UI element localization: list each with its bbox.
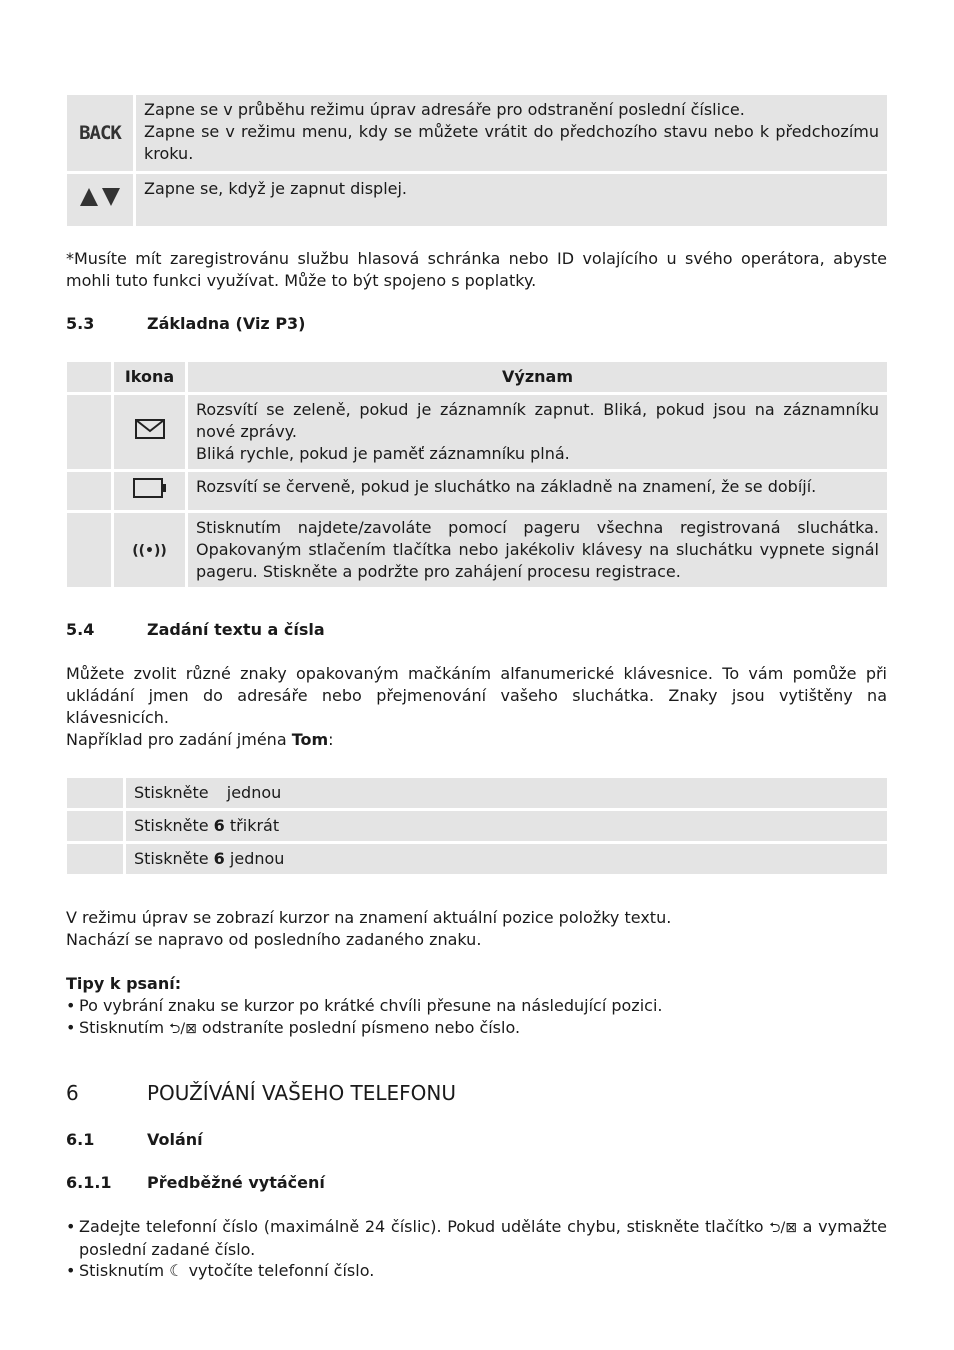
paragraph: Nachází se napravo od posledního zadaného znaku. — [66, 930, 482, 949]
table-cell: Stiskněte 6 jednou — [126, 844, 887, 874]
section-number: 5.3 — [66, 314, 95, 333]
table-cell — [67, 811, 123, 841]
envelope-icon — [114, 395, 185, 469]
table-row — [67, 844, 887, 874]
table-header-row — [67, 362, 887, 392]
back-key-icon: BACK — [67, 95, 133, 171]
call-key-icon: ☾ — [169, 1261, 184, 1280]
section-number: 5.4 — [66, 620, 95, 639]
table-row — [67, 778, 887, 808]
display-icons-table — [64, 92, 890, 229]
bullet-icon: • — [66, 1261, 76, 1280]
section-title: Předběžné vytáčení — [147, 1173, 325, 1192]
table-cell: Rozsvítí se červeně, pokud je sluchátko na základně na znamení, že se dobíjí. — [188, 472, 887, 510]
column-header-meaning: Význam — [188, 362, 887, 392]
section-number: 6.1.1 — [66, 1173, 112, 1192]
table-cell: Stisknutím najdete/zavoláte pomocí pageru všechna registrovaná sluchátka. Opakovaným stlačením tlačítka nebo jakékoliv klávesy na sluchátku vypnete signál pageru. Stiskněte a podržte pro zahájení procesu registrace. — [188, 513, 887, 587]
list-item: • Po vybrání znaku se kurzor po krátké chvíli přesune na následující pozici. — [66, 996, 663, 1015]
table-row — [67, 811, 887, 841]
bullet-icon: • — [66, 1018, 76, 1037]
table-cell — [67, 395, 111, 469]
base-icons-table — [64, 359, 890, 590]
table-row — [67, 95, 887, 171]
list-item: • Stisknutím ☾ vytočíte telefonní číslo. — [66, 1261, 375, 1280]
paging-icon: ((•)) — [114, 513, 185, 587]
table-row — [67, 513, 887, 587]
table-cell: Zapne se v průběhu režimu úprav adresáře pro odstranění poslední číslice. Zapne se v režimu menu, kdy se můžete vrátit do předchozího stavu nebo k předchozímu kroku. — [136, 95, 887, 171]
table-cell — [67, 362, 111, 392]
chapter-title: POUŽÍVÁNÍ VAŠEHO TELEFONU — [147, 1081, 457, 1105]
table-row — [67, 174, 887, 226]
example-line: Například pro zadání jména Tom: — [66, 730, 334, 749]
tips-title: Tipy k psaní: — [66, 974, 182, 993]
table-cell: Stiskněte jednou — [126, 778, 887, 808]
section-title: Zadání textu a čísla — [147, 620, 325, 639]
table-cell — [67, 844, 123, 874]
table-cell: Rozsvítí se zeleně, pokud je záznamník zapnut. Bliká, pokud jsou na záznamníku nové zprávy. Bliká rychle, pokud je paměť záznamníku plná. — [188, 395, 887, 469]
bullet-icon: • — [66, 1217, 76, 1236]
chapter-number: 6 — [66, 1081, 79, 1105]
table-cell — [67, 513, 111, 587]
table-cell: Zapne se, když je zapnut displej. — [136, 174, 887, 226]
footnote: *Musíte mít zaregistrovánu službu hlasová schránka nebo ID volajícího u svého operátora, abyste mohli tuto funkci využívat. Může to být spojeno s poplatky. — [66, 249, 887, 290]
typing-example-table — [64, 775, 890, 877]
section-title: Základna (Viz P3) — [147, 314, 306, 333]
paragraph: Můžete zvolit různé znaky opakovaným mačkáním alfanumerické klávesnice. To vám pomůže při ukládání jmen do adresáře nebo přejmenování vašeho sluchátka. Znaky jsou vytištěny na klávesnicích. — [66, 664, 887, 727]
battery-icon — [114, 472, 185, 510]
bullet-icon: • — [66, 996, 76, 1015]
list-item: • Zadejte telefonní číslo (maximálně 24 číslic). Pokud uděláte chybu, stiskněte tlačítko ⮌/⊠ a vymažte poslední zadané číslo. — [66, 1217, 887, 1259]
table-cell — [67, 472, 111, 510]
back-delete-key-icon: ⮌/⊠ — [169, 1021, 197, 1037]
table-row — [67, 395, 887, 469]
table-cell: Stiskněte 6 třikrát — [126, 811, 887, 841]
section-number: 6.1 — [66, 1130, 95, 1149]
table-row — [67, 472, 887, 510]
column-header-icon: Ikona — [114, 362, 185, 392]
section-title: Volání — [147, 1130, 203, 1149]
up-down-arrows-icon — [67, 174, 133, 226]
back-delete-key-icon: ⮌/⊠ — [769, 1220, 797, 1236]
paragraph: V režimu úprav se zobrazí kurzor na znamení aktuální pozice položky textu. — [66, 908, 672, 927]
table-cell — [67, 778, 123, 808]
list-item: • Stisknutím ⮌/⊠ odstraníte poslední písmeno nebo číslo. — [66, 1018, 521, 1037]
